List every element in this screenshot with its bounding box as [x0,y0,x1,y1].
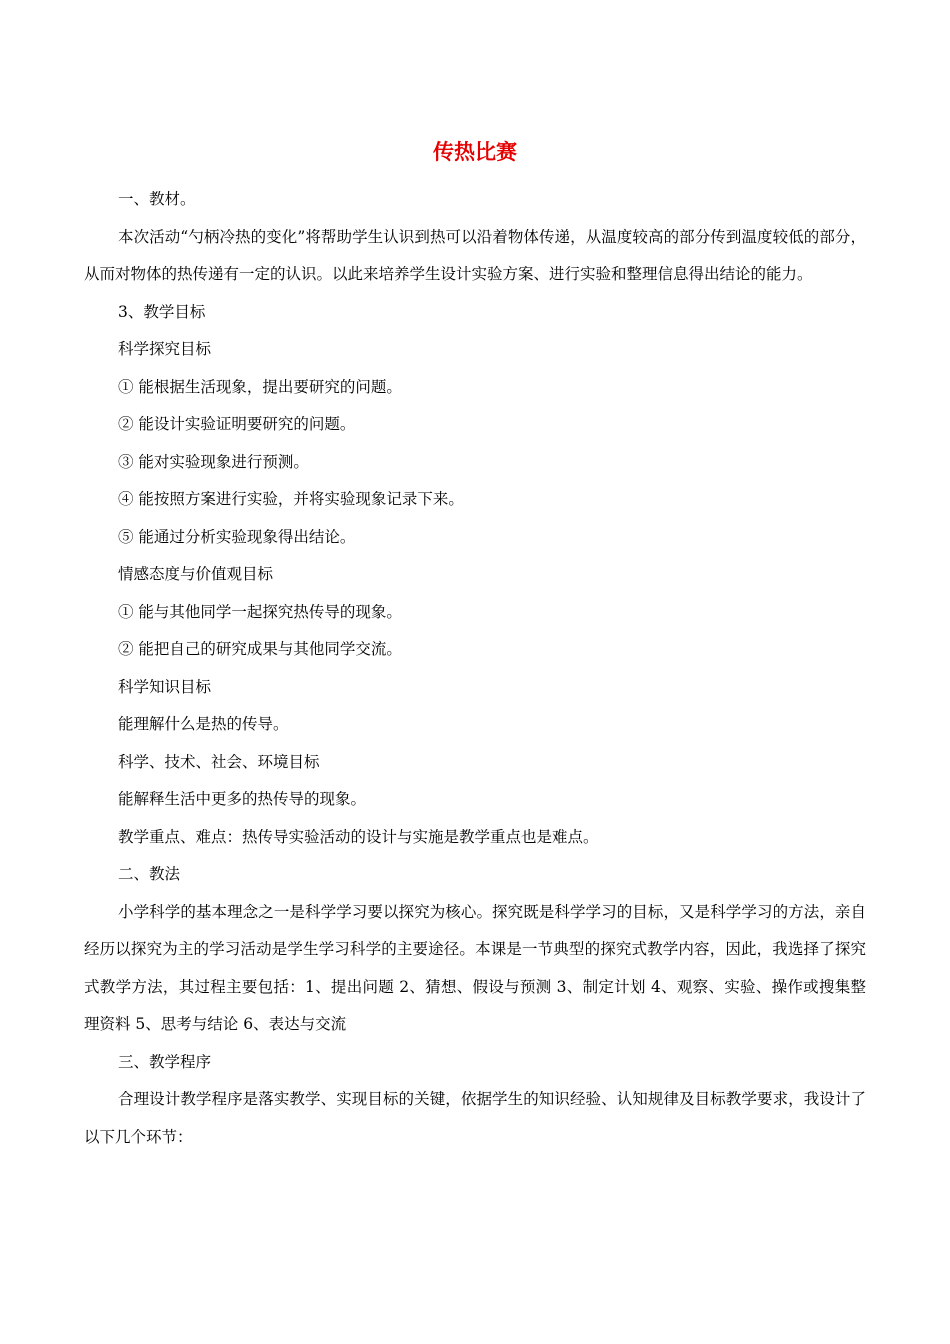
paragraph: ⑤ 能通过分析实验现象得出结论。 [118,527,356,546]
paragraph: 情感态度与价值观目标 [118,565,274,583]
paragraph: 能解释生活中更多的热传导的现象。 [118,790,367,808]
paragraph: 3、教学目标 [118,302,206,321]
page-title: 传热比赛 [433,140,517,164]
paragraph: 科学、技术、社会、环境目标 [118,752,320,771]
document-body [84,181,866,1156]
paragraph: 三、教学程序 [118,1052,212,1071]
paragraph: 科学知识目标 [118,677,212,696]
paragraph: 合理设计教学程序是落实教学、实现目标的关键，依据学生的知识经验、认知规律及目标教学要求，我设计了以下几个环节： [84,1090,866,1146]
paragraph: ① 能与其他同学一起探究热传导的现象。 [118,602,402,621]
paragraph: 一、教材。 [118,190,196,208]
paragraph: ② 能设计实验证明要研究的问题。 [118,415,356,433]
paragraph: 二、教法 [118,865,181,883]
paragraph: ④ 能按照方案进行实验，并将实验现象记录下来。 [118,490,464,508]
paragraph: ① 能根据生活现象，提出要研究的问题。 [118,377,402,396]
paragraph: ③ 能对实验现象进行预测。 [118,452,309,471]
paragraph: 小学科学的基本理念之一是科学学习要以探究为核心。探究既是科学学习的目标，又是科学学习的方法，亲自经历以探究为主的学习活动是学生学习科学的主要途径。本课是一节典型的探究式教学内容，因此，我选择了探究式教学方法，其过程主要包括：1、提出问题 2、猜想、假设与预测 3、制定计划 4、观察、实验、操作或搜集整理资料 5、思考与结论 6、表达与交流 [84,902,866,1033]
paragraph: 本次活动“勺柄冷热的变化”将帮助学生认识到热可以沿着物体传递，从温度较高的部分传到温度较低的部分，从而对物体的热传递有一定的认识。以此来培养学生设计实验方案、进行实验和整理信息得出结论的能力。 [84,227,866,283]
paragraph: 科学探究目标 [118,340,212,358]
paragraph: 能理解什么是热的传导。 [118,715,289,733]
paragraph: 教学重点、难点：热传导实验活动的设计与实施是教学重点也是难点。 [118,827,599,846]
paragraph: ② 能把自己的研究成果与其他同学交流。 [118,640,402,658]
